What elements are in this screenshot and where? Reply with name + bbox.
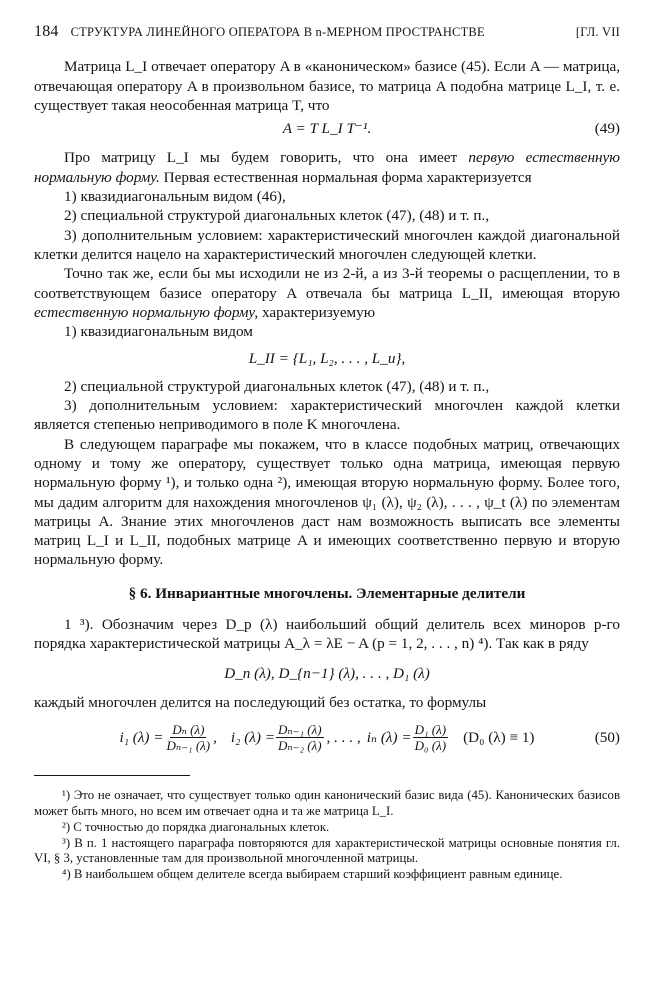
paragraph-5: 1 ³). Обозначим через D_p (λ) наибольший общий делитель всех миноров p-го порядка характеристической матрицы A_λ = λE − A (p = 1, 2, . . . , n) ⁴). Так как в ряду (34, 616, 620, 653)
paragraph-2-emphasis: первую естественную нормальную форму. (34, 149, 621, 186)
footnote-divider (34, 775, 190, 776)
footnote-3: ³) В п. 1 настоящего параграфа повторяются для характеристической матрицы основные понятия гл. VI, § 3, установленные там для произвольной многочленной матрицы. (34, 835, 620, 866)
equation-lii (34, 349, 620, 368)
paragraph-3-start: Точно так же, если бы мы исходили не из 2-й, а из 3-й теоремы о расщеплении, то в соответствующем базисе оператору A отвечала бы матрица L_II, имеющая вторую (34, 265, 620, 302)
page-header (34, 22, 620, 42)
eq50-in-denominator: D₀ (λ) (414, 738, 447, 754)
section-title: § 6. Инвариантные многочлены. Элементарные делители (128, 584, 526, 602)
eq50-i1-fraction (165, 722, 213, 753)
equation-49-number: (49) (594, 120, 620, 138)
equation-dn (34, 664, 620, 683)
paragraph-1: Матрица L_I отвечает оператору A в «каноническом» базисе (45). Если A — матрица, отвечающая оператору A в произвольном базисе, то матрица A подобна матрице L_I, т. е. существует такая неособенная матрица T, что (34, 58, 620, 114)
paragraph-6: каждый многочлен делится на последующий без остатка, то формулы (34, 693, 487, 711)
paragraph-3-emphasis: естественную нормальную форму, (34, 303, 259, 321)
equation-dn-formula: D_n (λ), D_{n−1} (λ), . . . , D₁ (λ) (224, 664, 430, 682)
chapter-label: [ГЛ. VII (575, 25, 620, 39)
list-1-item-3: 3) дополнительным условием: характеристический многочлен каждой диагональной клетки делится нацело на характеристический многочлен следующей клетки. (34, 226, 620, 263)
footnote-2: ²) С точностью до порядка диагональных клеток. (62, 819, 330, 834)
paragraph-2-start: Про матрицу L_I мы будем говорить, что она имеет (64, 149, 458, 167)
list-2-item-2: 2) специальной структурой диагональных клеток (47), (48) и т. п., (64, 377, 490, 395)
equation-49 (34, 119, 620, 138)
footnote-4: ⁴) В наибольшем общем делителе всегда выбираем старший коэффициент равным единице. (62, 867, 563, 882)
eq50-i2-numerator: Dₙ₋₁ (λ) (277, 722, 322, 738)
eq50-in-numerator: D₁ (λ) (414, 722, 447, 738)
paragraph-2-end: Первая естественная нормальная форма характеризуется (163, 168, 532, 186)
equation-50-number: (50) (594, 729, 620, 747)
equation-50: i₁ (λ) = $\frac{\text{Dₙ (λ)}}{\text{Dₙ₋₁ (λ)}}$ , i₂ (λ) = $\frac{\text{Dₙ₋₁ (λ)}}{\text{Dₙ₋₂ (λ)}}$ , . . . , iₙ (λ) = $\frac{\text{D₁ (λ)}}{\text{D₀ (λ)}}$ (D₀ (λ) ≡ 1) (50) (119, 722, 620, 754)
eq50-i2-fraction (276, 722, 324, 753)
eq50-i1-lhs: i₁ (λ) = (119, 729, 164, 747)
list-1-item-1: 1) квазидиагональным видом (46), (64, 188, 286, 206)
eq50-i2-denominator: Dₙ₋₂ (λ) (277, 738, 322, 754)
footnotes (34, 788, 620, 883)
eq50-condition: (D₀ (λ) ≡ 1) (463, 729, 535, 747)
paragraph-3 (34, 264, 620, 322)
eq50-in-fraction (413, 722, 448, 753)
eq50-i2-lhs: i₂ (λ) = (230, 729, 275, 747)
eq50-i1-numerator: Dₙ (λ) (172, 722, 205, 738)
paragraph-2 (34, 148, 620, 187)
equation-lii-formula: L_II = {L₁, L₂, . . . , L_u}, (248, 350, 406, 368)
list-2-item-1: 1) квазидиагональным видом (64, 323, 253, 341)
list-1-item-2: 2) специальной структурой диагональных клеток (47), (48) и т. п., (64, 207, 490, 225)
list-2-item-3: 3) дополнительным условием: характеристический многочлен каждой клетки является степенью неприводимого в поле K многочлена. (34, 397, 620, 434)
paragraph-4: В следующем параграфе мы покажем, что в классе подобных матриц, отвечающих одному и тому же оператору, существует только одна матрица, имеющая первую нормальную форму ¹), и только одна ²), имеющая вторую нормальную форму. Более того, мы дадим алгоритм для нахождения многочленов ψ₁ (λ), ψ₂ (λ), . . . , ψ_t (λ) по элементам матрицы A. Знание этих многочленов даст нам возможность выписать все элементы матриц L_I и L_II, подобных матрице A и имеющих соответственно первую и вторую нормальную форму. (34, 435, 620, 569)
eq50-in-lhs: iₙ (λ) = (366, 729, 412, 747)
eq50-i1-denominator: Dₙ₋₁ (λ) (166, 738, 211, 754)
running-title: СТРУКТУРА ЛИНЕЙНОГО ОПЕРАТОРА В n-МЕРНОМ ПРОСТРАНСТВЕ (70, 25, 485, 39)
page-number: 184 (34, 23, 59, 40)
paragraph-3-end: характеризуемую (262, 303, 376, 321)
footnote-1: ¹) Это не означает, что существует только один канонический базис вида (45). Канонических базисов может быть много, но всем им отвечает одна и та же матрица L_I. (34, 788, 620, 818)
eq50-dots: , . . . , (326, 729, 361, 747)
equation-49-formula: A = T L_I T⁻¹. (282, 120, 372, 138)
